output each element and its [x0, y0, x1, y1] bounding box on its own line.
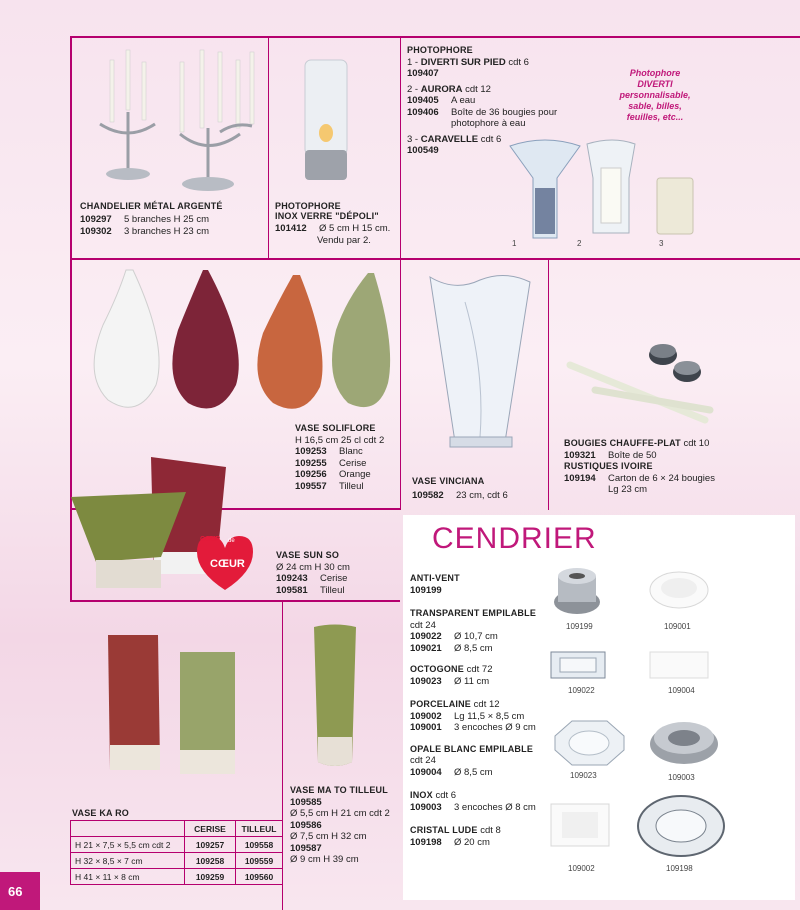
group-cdt: cdt 6: [432, 790, 457, 801]
product-code: 100549: [407, 145, 439, 156]
group-head: [410, 664, 550, 676]
ashtray-caption: 109004: [668, 686, 695, 695]
group-title: ANTI-VENT: [410, 573, 460, 583]
bougies-text: [564, 438, 800, 496]
table-cell: 109257: [185, 837, 236, 853]
product-code: 109243: [276, 573, 308, 584]
item-name: DIVERTI SUR PIED: [420, 56, 506, 68]
group-title: CRISTAL LUDE: [410, 825, 478, 835]
group-title: OPALE BLANC EMPILABLE: [410, 743, 534, 754]
product-line: [276, 573, 400, 585]
group-title: PORCELAINE: [410, 699, 472, 709]
photophore-inox-image: [300, 55, 355, 185]
photophore-images: [505, 138, 705, 248]
soliflore-title: VASE SOLIFLORE: [295, 423, 376, 433]
cendrier-heading: CENDRIER: [432, 522, 597, 555]
page-number: 66: [8, 884, 23, 899]
sun-so-text: [276, 550, 400, 596]
note-line: personnalisable,: [619, 90, 691, 100]
product-desc: Ø 5 cm H 15 cm.: [319, 223, 391, 234]
product-code: 101412: [275, 223, 307, 234]
ashtray-opale-image: [648, 648, 710, 682]
table-cell: H 21 × 7,5 × 5,5 cm cdt 2: [71, 837, 185, 853]
table-header-cell: CERISE: [185, 821, 236, 837]
product-line: [295, 481, 400, 493]
note-line: DIVERTI: [637, 79, 673, 89]
product-desc: A eau: [451, 95, 476, 106]
ashtray-inox-image: [648, 712, 720, 768]
product-desc: 5 branches H 25 cm: [124, 214, 210, 225]
product-code: 109585: [290, 796, 322, 808]
group-head: [410, 825, 550, 837]
soliflore-sub: H 16,5 cm 25 cl cdt 2: [295, 434, 385, 446]
chandelier-title: CHANDELIER MÉTAL ARGENTÉ: [80, 201, 223, 211]
photophore-inox-text: [275, 201, 399, 246]
table-cell: H 41 × 11 × 8 cm: [71, 869, 185, 885]
product-code: 109021: [410, 642, 442, 654]
product-desc: Boîte de 36 bougies pour: [451, 106, 558, 118]
product-code: 109003: [410, 801, 442, 813]
product-code: 109407: [407, 68, 439, 79]
product-desc: Ø 7,5 cm H 32 cm: [290, 831, 367, 842]
product-line: [410, 643, 550, 655]
table-row: [71, 837, 283, 853]
product-desc: Cerise: [320, 573, 348, 584]
ashtray-caption: 109199: [566, 622, 593, 631]
product-desc-cont: photophore à eau: [451, 118, 526, 129]
table-row: [71, 869, 283, 885]
product-line: [80, 214, 265, 226]
product-desc: Ø 20 cm: [454, 836, 490, 848]
cendrier-list: [410, 573, 550, 848]
ma-to-title: VASE MA TO TILLEUL: [290, 785, 388, 795]
ashtray-transparent-image: [548, 648, 608, 683]
ashtray-caption: 109023: [570, 771, 597, 780]
photophore-caption: 2: [577, 239, 582, 248]
product-desc: Lg 11,5 × 8,5 cm: [454, 710, 525, 722]
photophore-inox-title2: INOX VERRE "DÉPOLI": [275, 211, 379, 221]
table-header-cell: TILLEUL: [236, 821, 283, 837]
item-cdt: cdt 6: [505, 56, 529, 68]
product-code: 109297: [80, 214, 112, 225]
bougies-cdt: cdt 10: [680, 438, 710, 449]
item-num: 1 -: [407, 56, 421, 68]
product-code: 109582: [412, 489, 444, 501]
table-cell: H 32 × 8,5 × 7 cm: [71, 853, 185, 869]
ka-ro-table: [70, 820, 283, 885]
product-line: [407, 107, 607, 119]
photophore-title: PHOTOPHORE: [407, 45, 473, 55]
product-line: [276, 585, 400, 597]
table-cell: 109559: [236, 853, 283, 869]
note-line: sable, billes,: [628, 101, 682, 111]
product-desc: Tilleul: [320, 584, 345, 596]
group-cdt: cdt 24: [410, 619, 436, 631]
photophore-line1: [407, 57, 607, 69]
product-desc: Ø 5,5 cm H 21 cm cdt 2: [290, 808, 390, 819]
group-head: [410, 790, 550, 802]
item-num: 3 -: [407, 133, 421, 145]
product-desc: Orange: [339, 469, 371, 480]
product-code: 109256: [295, 469, 327, 480]
item-name: CARAVELLE: [420, 133, 479, 145]
ashtray-caption: 109198: [666, 864, 693, 873]
product-code: 109194: [564, 472, 596, 484]
group-cdt: cdt 24: [410, 755, 436, 766]
badge-big: CŒUR: [210, 558, 245, 570]
product-code: 109405: [407, 95, 439, 106]
photophore-line2: [407, 84, 607, 96]
group-cdt: cdt 12: [471, 699, 500, 710]
product-code: 109004: [410, 766, 442, 778]
chandelier-text: [80, 201, 265, 237]
product-line: [275, 223, 399, 235]
photophore-inox-title1: PHOTOPHORE: [275, 201, 341, 211]
product-desc: 3 encoches Ø 8 cm: [454, 801, 536, 813]
product-code: 109581: [276, 584, 308, 596]
group-title: OCTOGONE: [410, 664, 464, 674]
product-line: [410, 837, 550, 849]
product-code: 109321: [564, 449, 596, 461]
ma-to-text: [290, 785, 400, 866]
product-desc: Carton de 6 × 24 bougies: [608, 472, 715, 484]
photophore-caption: 3: [659, 239, 664, 248]
product-code: 109406: [407, 106, 439, 118]
product-line: [410, 631, 550, 643]
vinciana-title: VASE VINCIANA: [412, 476, 485, 486]
product-line: [80, 226, 265, 238]
note-line: feuilles, etc...: [626, 112, 684, 122]
soliflore-image: [78, 265, 398, 420]
product-desc: 23 cm, cdt 6: [456, 489, 508, 501]
sun-so-sub: Ø 24 cm H 30 cm: [276, 561, 350, 573]
product-desc: Ø 9 cm H 39 cm: [290, 854, 359, 865]
product-code: 109023: [410, 675, 442, 687]
note-line: Photophore: [629, 68, 681, 78]
product-desc-cont: Lg 23 cm: [608, 484, 648, 495]
product-code: 109587: [290, 842, 322, 854]
bougies-title1: BOUGIES CHAUFFE-PLAT: [564, 438, 681, 448]
ka-ro-image: [100, 630, 250, 780]
product-line: [412, 490, 548, 502]
product-line: [410, 767, 550, 779]
product-desc: Ø 8,5 cm: [454, 642, 493, 654]
table-cell: 109560: [236, 869, 283, 885]
product-desc: Ø 11 cm: [454, 675, 490, 687]
photophore-caption: 1: [512, 239, 517, 248]
product-desc-cont: Vendu par 2.: [317, 234, 371, 246]
badge-small: COUP: [200, 536, 221, 543]
group-cdt: cdt 8: [477, 825, 501, 836]
ashtray-porcelaine-rect-image: [548, 798, 612, 853]
product-line: [410, 676, 550, 688]
table-row: [71, 853, 283, 869]
product-line: [295, 458, 400, 470]
table-header: [71, 821, 283, 837]
ma-to-image: [310, 622, 360, 772]
product-line: [295, 446, 400, 458]
product-desc: Boîte de 50: [608, 449, 657, 461]
product-desc: 3 branches H 23 cm: [124, 225, 210, 237]
item-cdt: cdt 6: [478, 133, 502, 145]
photophore-note: [612, 68, 698, 123]
product-code: 109255: [295, 457, 327, 469]
item-num: 2 -: [407, 83, 421, 95]
vinciana-text: [412, 476, 548, 501]
table-cell: 109259: [185, 869, 236, 885]
group-title: INOX: [410, 790, 433, 800]
sun-so-title: VASE SUN SO: [276, 550, 340, 560]
product-code: 109302: [80, 225, 112, 237]
table-cell: 109258: [185, 853, 236, 869]
product-code: 109022: [410, 631, 442, 642]
product-code: 109001: [410, 722, 442, 733]
product-code: 109198: [410, 836, 442, 848]
bougies-title2: RUSTIQUES IVOIRE: [564, 461, 653, 471]
item-name: AURORA: [420, 83, 463, 95]
chandelier-image: [80, 42, 265, 192]
bougies-image: [565, 340, 715, 425]
product-code: 109002: [410, 710, 442, 722]
badge-de: de: [228, 538, 235, 544]
product-desc: Tilleul: [339, 480, 364, 492]
product-desc: Ø 8,5 cm: [454, 766, 493, 778]
table-cell: 109558: [236, 837, 283, 853]
product-code: 109199: [410, 584, 442, 596]
ashtray-porcelaine-round-image: [648, 568, 710, 613]
product-line: [295, 469, 400, 481]
table-header-cell: [71, 821, 185, 837]
product-desc: Ø 10,7 cm: [454, 631, 498, 642]
group-cdt: cdt 72: [463, 664, 493, 675]
ashtray-caption: 109002: [568, 864, 595, 873]
product-desc: Cerise: [339, 457, 367, 469]
vinciana-image: [425, 272, 535, 462]
product-desc: Blanc: [339, 446, 363, 457]
product-code: 109253: [295, 446, 327, 457]
ka-ro-title: VASE KA RO: [72, 808, 130, 818]
product-line: [564, 473, 800, 485]
ashtray-antivent-image: [552, 566, 602, 618]
item-cdt: cdt 12: [462, 83, 491, 95]
product-code: 109557: [295, 480, 327, 492]
ashtray-caption: 109001: [664, 622, 691, 631]
group-title: TRANSPARENT EMPILABLE: [410, 608, 537, 618]
product-desc: 3 encoches Ø 9 cm: [454, 722, 536, 733]
ashtray-caption: 109022: [568, 686, 595, 695]
ashtray-octogone-image: [552, 718, 627, 768]
product-code: 109586: [290, 819, 322, 831]
product-line: [407, 95, 607, 107]
product-line: [410, 711, 550, 723]
product-line: [410, 802, 550, 814]
ashtray-caption: 109003: [668, 773, 695, 782]
product-line: [564, 450, 800, 462]
group-head: [410, 699, 550, 711]
ashtray-cristal-image: [636, 790, 726, 860]
product-line: [410, 722, 550, 734]
soliflore-text: [295, 423, 400, 492]
